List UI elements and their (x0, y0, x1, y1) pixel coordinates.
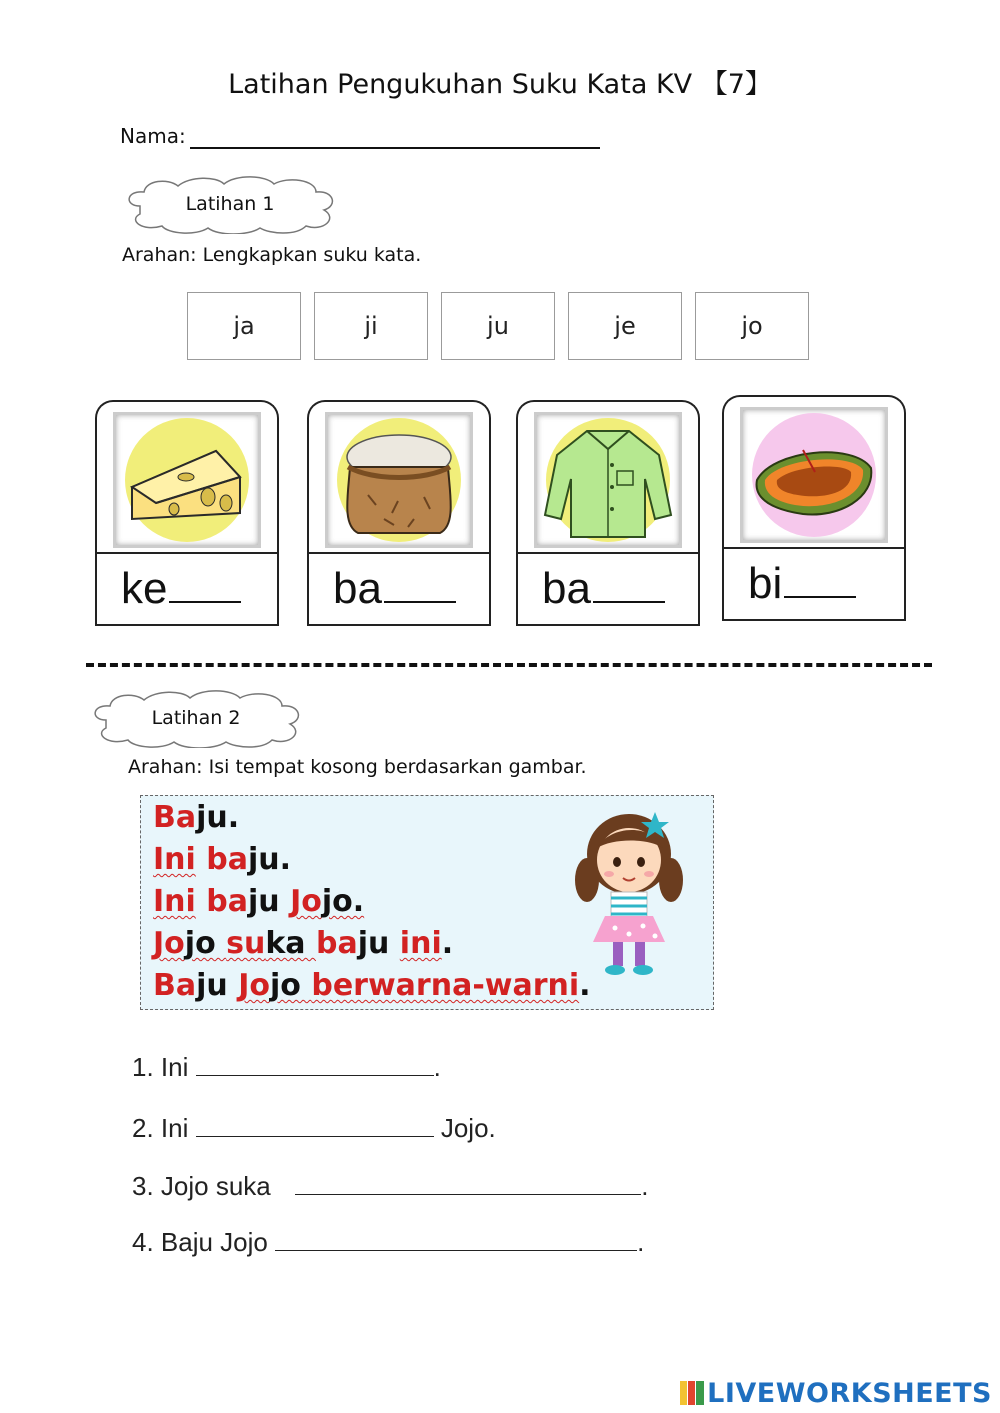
card-prefix: ba (542, 564, 591, 613)
story-line: Ini baju Jojo. (153, 884, 365, 919)
name-label: Nama: (120, 124, 186, 148)
answer-blank[interactable] (384, 571, 456, 603)
exercise2-cloud (86, 690, 306, 748)
card-prefix: bi (748, 559, 783, 608)
cheese-icon (113, 412, 261, 548)
syllable-option[interactable]: ja (187, 292, 301, 360)
syllable-option[interactable]: jo (695, 292, 809, 360)
answer-blank[interactable] (295, 1172, 641, 1195)
syllable-option[interactable]: je (568, 292, 682, 360)
answer-blank[interactable] (169, 571, 241, 603)
exercise1-label: Latihan 1 (185, 193, 275, 215)
brand-logo: LIVEWORKSHEETS (680, 1378, 992, 1409)
shirt-icon (534, 412, 682, 548)
answer-blank[interactable] (784, 566, 856, 598)
story-line: Baju. (153, 800, 240, 835)
question-4: 4. Baju Jojo . (132, 1227, 645, 1257)
card-prefix: ke (121, 564, 168, 613)
answer-blank[interactable] (196, 1114, 434, 1137)
exercise2-instruction: Arahan: Isi tempat kosong berdasarkan gambar. (128, 756, 587, 778)
story-box (140, 795, 714, 1010)
word-card-papaya (722, 395, 906, 621)
word-card-shirt (516, 400, 700, 626)
story-line: Jojo suka baju ini. (153, 926, 454, 961)
exercise1-instruction: Arahan: Lengkapkan suku kata. (122, 244, 422, 266)
answer-blank[interactable] (593, 571, 665, 603)
syllable-option[interactable]: ju (441, 292, 555, 360)
card-prefix: ba (333, 564, 382, 613)
answer-blank[interactable] (275, 1228, 637, 1251)
name-input-line[interactable] (190, 147, 600, 149)
girl-illustration (565, 802, 693, 984)
answer-blank[interactable] (196, 1053, 434, 1076)
question-1: 1. Ini . (132, 1052, 441, 1082)
question-3: 3. Jojo suka . (132, 1171, 649, 1201)
rice-sack-icon (325, 412, 473, 548)
syllable-option[interactable]: ji (314, 292, 428, 360)
exercise2-label: Latihan 2 (151, 707, 241, 729)
worksheet-title: Latihan Pengukuhan Suku Kata KV 【7】 (228, 69, 772, 100)
word-card-cheese (95, 400, 279, 626)
question-2: 2. Ini Jojo. (132, 1113, 496, 1143)
papaya-icon (740, 407, 888, 543)
story-line: Ini baju. (153, 842, 292, 877)
story-line: Baju Jojo berwarna-warni. (153, 968, 591, 1003)
liveworksheets-icon (680, 1381, 704, 1405)
exercise1-cloud (120, 176, 340, 234)
word-card-rice (307, 400, 491, 626)
section-divider (86, 663, 932, 667)
